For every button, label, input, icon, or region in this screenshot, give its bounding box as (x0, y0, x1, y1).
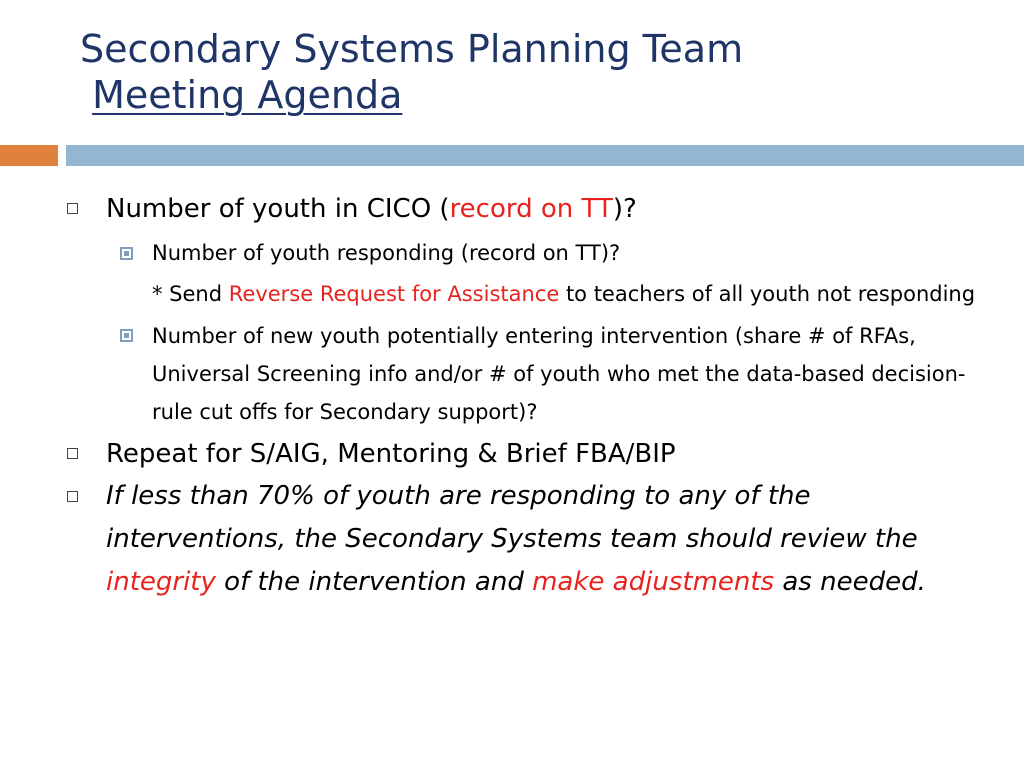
agenda-item-text-end: as needed. (774, 567, 926, 597)
agenda-list (64, 190, 984, 604)
slide-title (80, 26, 743, 118)
sub-item-new-youth (64, 317, 984, 431)
accent-band-orange (0, 145, 58, 166)
square-bullet-icon (67, 491, 78, 502)
title-line-1: Secondary Systems Planning Team (80, 27, 744, 71)
highlight-text: make adjustments (532, 567, 775, 597)
square-bullet-icon (67, 203, 78, 214)
filled-square-bullet-icon (120, 247, 133, 260)
agenda-item-cico (64, 190, 984, 228)
filled-square-bullet-icon (120, 329, 133, 342)
agenda-item-text-end: )? (612, 194, 637, 224)
agenda-item-text: Number of youth in CICO ( (106, 194, 450, 224)
sub-item-note (64, 275, 984, 313)
agenda-item-text: If less than 70% of youth are responding to any of the interventions, the Secondary Systems team should review the (106, 481, 918, 554)
agenda-item-review (64, 475, 984, 604)
square-bullet-icon (67, 448, 78, 459)
note-text-end: to teachers of all youth not responding (559, 282, 976, 306)
highlight-text: integrity (106, 567, 216, 597)
highlight-text: record on TT (449, 194, 613, 224)
accent-band-blue (66, 145, 1024, 166)
title-line-2-text: Meeting Agenda (92, 73, 403, 117)
note-text: * Send (152, 282, 229, 306)
highlight-text: Reverse Request for Assistance (228, 282, 560, 306)
agenda-item-repeat (64, 435, 984, 473)
sub-item-responding (64, 235, 984, 272)
sub-item-text: Number of new youth potentially entering intervention (share # of RFAs, Universal Screening info and/or # of youth who met the data-based decision-rule cut offs for Secondary support)? (152, 324, 966, 424)
agenda-item-text-mid: of the intervention and (215, 567, 533, 597)
sub-item-text: Number of youth responding (record on TT)? (152, 241, 621, 265)
agenda-item-text: Repeat for S/AIG, Mentoring & Brief FBA/BIP (106, 439, 676, 469)
title-line-2 (80, 72, 743, 118)
